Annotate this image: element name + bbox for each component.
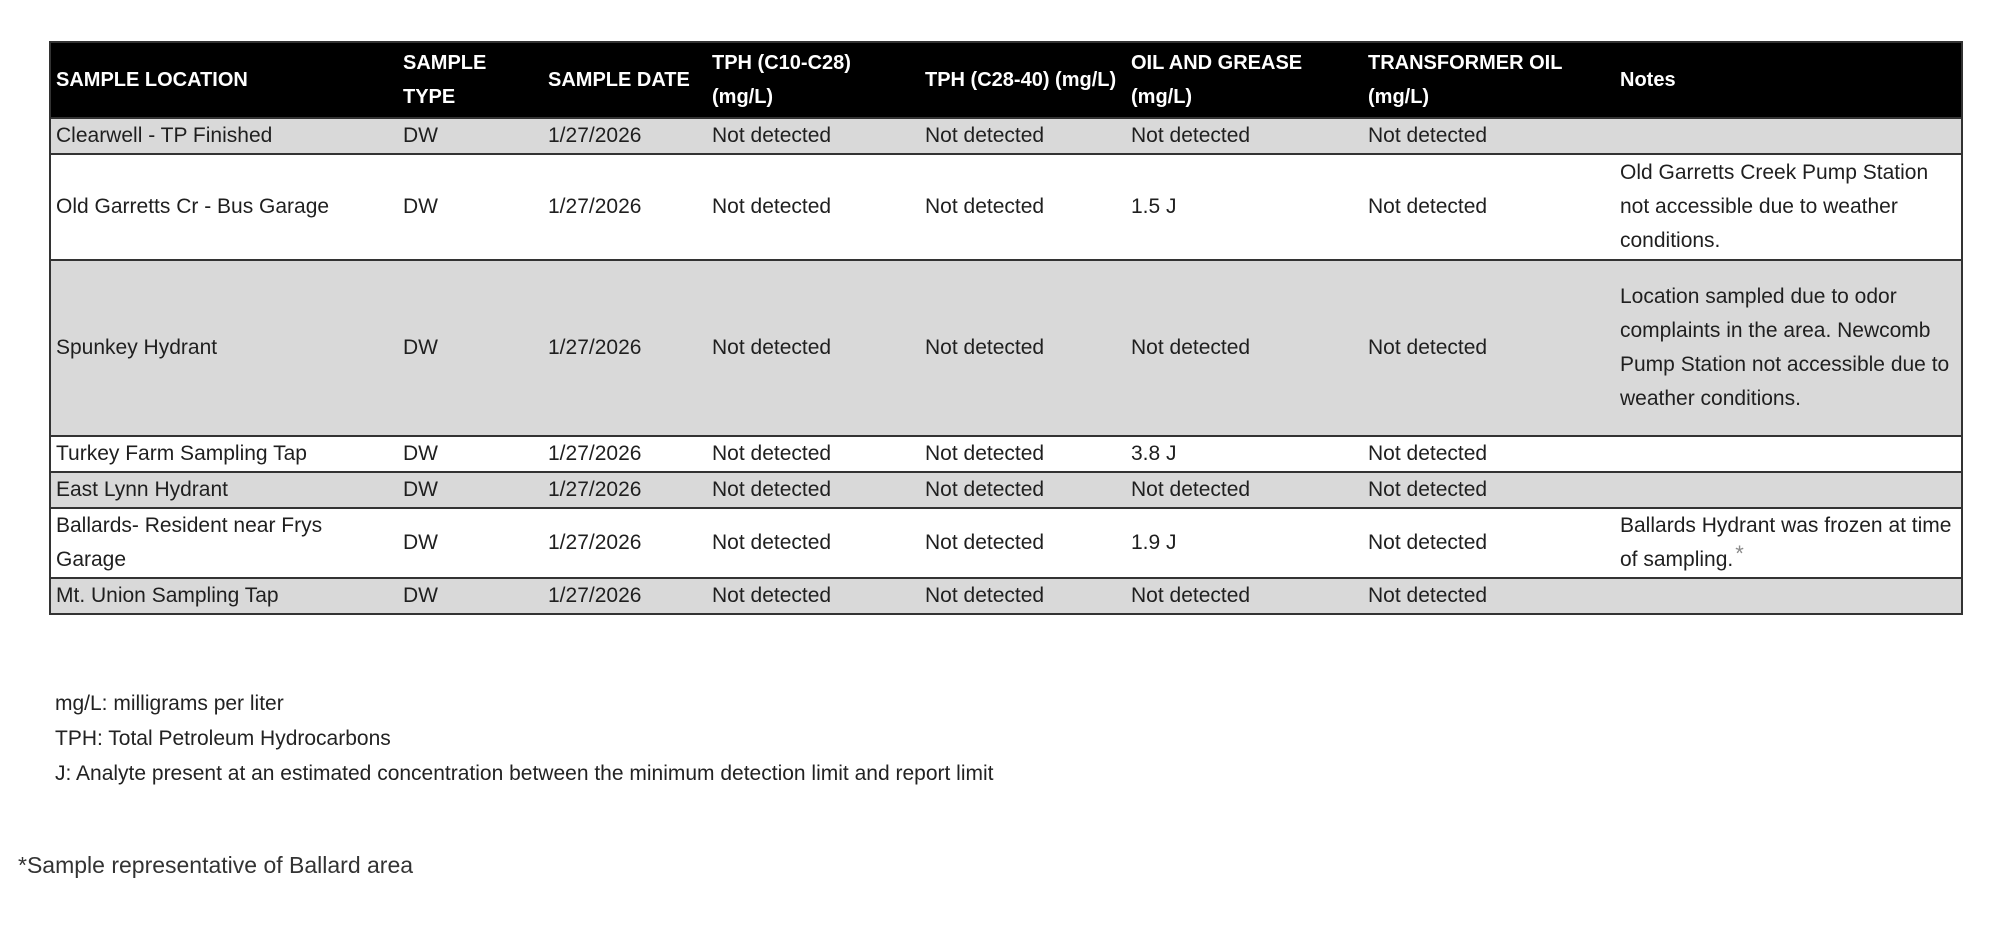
cell-transformer-oil: Not detected — [1363, 436, 1615, 472]
cell-notes — [1615, 436, 1962, 472]
header-notes: Notes — [1615, 42, 1962, 118]
cell-tph-c10-c28: Not detected — [707, 578, 920, 614]
cell-location: Ballards- Resident near Frys Garage — [50, 508, 398, 578]
cell-tph-c28-40: Not detected — [920, 154, 1126, 260]
cell-transformer-oil: Not detected — [1363, 118, 1615, 154]
cell-date: 1/27/2026 — [543, 436, 707, 472]
cell-type: DW — [398, 436, 543, 472]
header-sample-date: SAMPLE DATE — [543, 42, 707, 118]
header-oil-and-grease: OIL AND GREASE (mg/L) — [1126, 42, 1363, 118]
cell-transformer-oil: Not detected — [1363, 578, 1615, 614]
table-row — [50, 260, 1962, 436]
abbreviation-legend — [55, 686, 993, 791]
cell-tph-c10-c28: Not detected — [707, 260, 920, 436]
cell-notes: Old Garretts Creek Pump Station not accessible due to weather conditions. — [1615, 154, 1962, 260]
cell-notes-text: Ballards Hydrant was frozen at time of sampling. — [1620, 514, 1952, 571]
header-tph-c10-c28: TPH (C10-C28) (mg/L) — [707, 42, 920, 118]
header-tph-c28-40: TPH (C28-40) (mg/L) — [920, 42, 1126, 118]
legend-item-j: J: Analyte present at an estimated concentration between the minimum detection limit and report limit — [55, 762, 994, 785]
cell-oil-grease: Not detected — [1126, 118, 1363, 154]
header-sample-location: SAMPLE LOCATION — [50, 42, 398, 118]
cell-notes — [1615, 472, 1962, 508]
cell-tph-c10-c28: Not detected — [707, 118, 920, 154]
cell-notes — [1615, 578, 1962, 614]
cell-oil-grease: 1.5 J — [1126, 154, 1363, 260]
cell-tph-c10-c28: Not detected — [707, 154, 920, 260]
cell-transformer-oil: Not detected — [1363, 260, 1615, 436]
cell-date: 1/27/2026 — [543, 578, 707, 614]
cell-type: DW — [398, 578, 543, 614]
cell-notes — [1615, 118, 1962, 154]
cell-transformer-oil: Not detected — [1363, 472, 1615, 508]
table-row — [50, 472, 1962, 508]
table-row — [50, 578, 1962, 614]
cell-notes — [1615, 508, 1962, 578]
cell-tph-c28-40: Not detected — [920, 118, 1126, 154]
cell-date: 1/27/2026 — [543, 154, 707, 260]
header-sample-type: SAMPLE TYPE — [398, 42, 543, 118]
cell-date: 1/27/2026 — [543, 508, 707, 578]
header-row — [50, 42, 1962, 118]
header-transformer-oil: TRANSFORMER OIL (mg/L) — [1363, 42, 1615, 118]
cell-location: Spunkey Hydrant — [50, 260, 398, 436]
cell-type: DW — [398, 260, 543, 436]
cell-tph-c10-c28: Not detected — [707, 508, 920, 578]
legend-item-tph: TPH: Total Petroleum Hydrocarbons — [55, 727, 391, 750]
cell-tph-c28-40: Not detected — [920, 578, 1126, 614]
cell-type: DW — [398, 118, 543, 154]
cell-tph-c10-c28: Not detected — [707, 436, 920, 472]
cell-oil-grease: 3.8 J — [1126, 436, 1363, 472]
cell-location: Turkey Farm Sampling Tap — [50, 436, 398, 472]
table-row — [50, 118, 1962, 154]
footnote: *Sample representative of Ballard area — [18, 852, 414, 878]
cell-location: Mt. Union Sampling Tap — [50, 578, 398, 614]
sample-results-table — [49, 41, 1963, 615]
cell-tph-c28-40: Not detected — [920, 508, 1126, 578]
cell-tph-c28-40: Not detected — [920, 472, 1126, 508]
cell-date: 1/27/2026 — [543, 260, 707, 436]
cell-location: East Lynn Hydrant — [50, 472, 398, 508]
table-row — [50, 508, 1962, 578]
cell-transformer-oil: Not detected — [1363, 508, 1615, 578]
cell-date: 1/27/2026 — [543, 472, 707, 508]
cell-type: DW — [398, 508, 543, 578]
cell-tph-c10-c28: Not detected — [707, 472, 920, 508]
footnote-marker: * — [1735, 541, 1744, 566]
legend-item-mgl: mg/L: milligrams per liter — [55, 692, 284, 715]
table-row — [50, 154, 1962, 260]
cell-oil-grease: Not detected — [1126, 472, 1363, 508]
cell-type: DW — [398, 154, 543, 260]
cell-transformer-oil: Not detected — [1363, 154, 1615, 260]
cell-date: 1/27/2026 — [543, 118, 707, 154]
cell-tph-c28-40: Not detected — [920, 260, 1126, 436]
cell-location: Old Garretts Cr - Bus Garage — [50, 154, 398, 260]
cell-tph-c28-40: Not detected — [920, 436, 1126, 472]
cell-type: DW — [398, 472, 543, 508]
cell-oil-grease: Not detected — [1126, 260, 1363, 436]
cell-oil-grease: 1.9 J — [1126, 508, 1363, 578]
table-row — [50, 436, 1962, 472]
cell-notes: Location sampled due to odor complaints in the area. Newcomb Pump Station not accessible due to weather conditions. — [1615, 260, 1962, 436]
cell-location: Clearwell - TP Finished — [50, 118, 398, 154]
cell-oil-grease: Not detected — [1126, 578, 1363, 614]
